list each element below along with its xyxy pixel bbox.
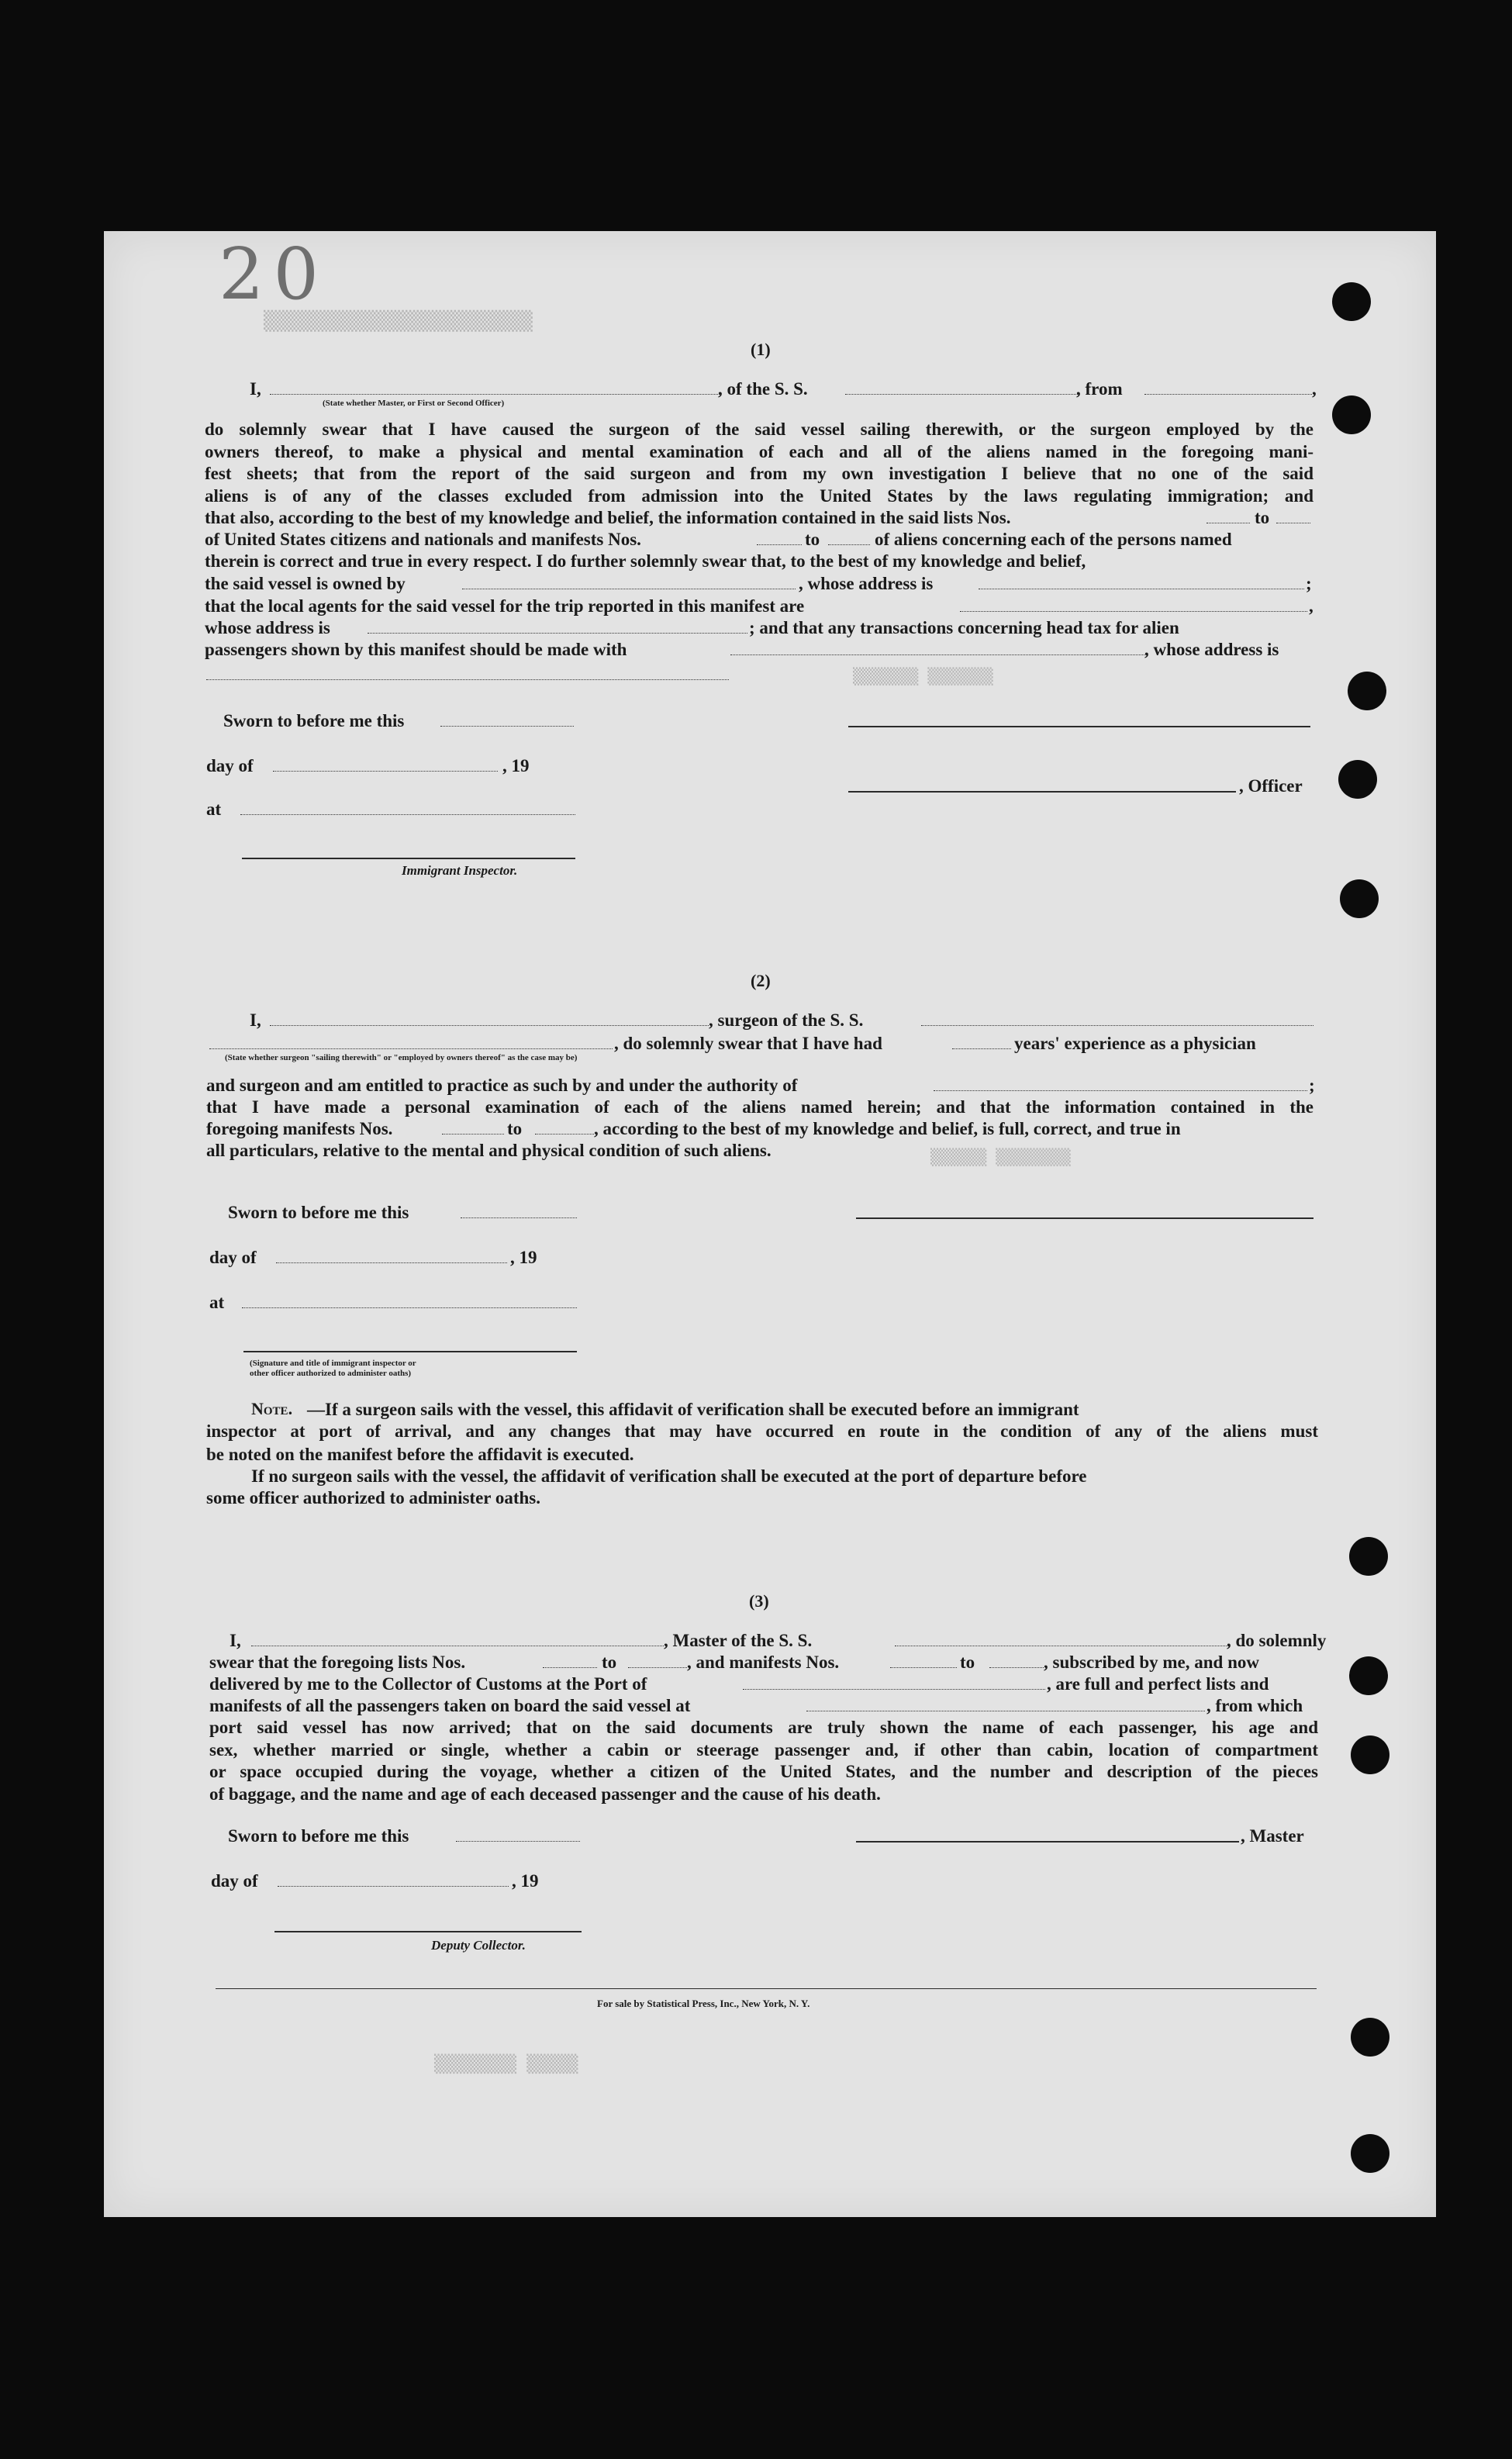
s3-l2b: to (602, 1653, 617, 1672)
s1-comma: , (1312, 379, 1317, 399)
s2-line4a: foregoing manifests Nos. (206, 1119, 393, 1138)
s1-body-line: owners thereof, to make a physical and mental examination of each and all of the aliens named in the foregoing mani- (205, 441, 1314, 461)
s1-name-blank (270, 394, 720, 395)
s2-name-blank (270, 1025, 709, 1026)
s3-body-line: sex, whether married or single, whether a cabin or steerage passenger and, if other than cabin, location of compartment (209, 1739, 1318, 1760)
s2-semicolon: ; (1309, 1076, 1315, 1095)
s3-lists-from-blank (543, 1667, 597, 1668)
s2-sworn: Sworn to before me this (228, 1203, 409, 1222)
s2-years: years' experience as a physician (1014, 1034, 1256, 1053)
s3-l2a: swear that the foregoing lists Nos. (209, 1653, 466, 1672)
punch-hole (1338, 760, 1377, 799)
s1-whose-address: , whose address is (799, 574, 934, 593)
s2-and-surgeon: and surgeon and am entitled to practice as such by and under the authority of (206, 1076, 798, 1095)
s1-body-line: fest sheets; that from the report of the said surgeon and from my own investigation I believe that no one of the said (205, 464, 1314, 484)
s2-vessel-blank (921, 1025, 1314, 1026)
s3-l2e: , subscribed by me, and now (1044, 1653, 1259, 1672)
s3-body-line: of baggage, and the name and age of each deceased passenger and the cause of his death. (209, 1784, 881, 1804)
s3-master-line (856, 1841, 1239, 1843)
s2-manifest-from-blank (442, 1134, 504, 1135)
bleed-through-text: ▒▒▒▒▒▒ ▒▒▒▒▒▒▒▒ (930, 1148, 1071, 1166)
s1-from-blank (1144, 394, 1312, 395)
s1-body-line: aliens is of any of the classes excluded from admission into the United States by the laws regulating immigration; and (205, 485, 1314, 506)
punch-hole (1349, 1537, 1388, 1576)
s3-port-blank (743, 1689, 1045, 1690)
s3-sworn-blank (456, 1841, 580, 1842)
s2-solemnly: , do solemnly swear that I have had (614, 1034, 882, 1053)
s3-l2c: , and manifests Nos. (687, 1653, 840, 1672)
handwritten-page-number: 20 (219, 233, 329, 316)
s2-day-blank (276, 1262, 507, 1263)
s1-sworn: Sworn to before me this (223, 711, 405, 730)
s2-authority-blank (934, 1090, 1307, 1091)
s2-signature-line (856, 1217, 1314, 1219)
s1-whose-address-end: , whose address is (1144, 640, 1279, 659)
s2-sworn-blank (461, 1217, 577, 1218)
s1-body-line-7: therein is correct and true in every respect. I do further solemnly swear that, to the best of my knowledge and belief, (205, 551, 1086, 571)
s1-comma2: , (1309, 596, 1314, 616)
punch-hole (1332, 282, 1371, 321)
s3-l3b: , are full and perfect lists and (1047, 1674, 1269, 1694)
s2-day-of: day of (209, 1248, 257, 1267)
s2-manifest-to-blank (535, 1134, 594, 1135)
s1-body-line: do solemnly swear that I have caused the surgeon of the said vessel sailing therewith, or the surgeon employed by the (205, 420, 1314, 439)
note-line-1: —If a surgeon sails with the vessel, this affidavit of verification shall be executed before an immigrant (307, 1400, 1079, 1419)
s3-master: , Master (1241, 1826, 1304, 1846)
s3-19: , 19 (512, 1871, 539, 1891)
punch-hole (1351, 2134, 1389, 2173)
note-label: Note. (251, 1399, 293, 1418)
s2-I: I, (250, 1010, 261, 1030)
s2-years-blank (952, 1048, 1011, 1049)
s2-surgeon-of-ss: , surgeon of the S. S. (709, 1010, 864, 1030)
s1-head-tax: ; and that any transactions concerning head tax for alien (749, 618, 1179, 637)
s3-body (209, 1717, 1318, 1805)
publisher-footer: For sale by Statistical Press, Inc., New York, N. Y. (597, 1998, 810, 2009)
note-line-5: some officer authorized to administer oaths. (206, 1488, 540, 1508)
s2-at: at (209, 1293, 225, 1312)
s1-at: at (206, 800, 222, 819)
s1-vessel-blank (845, 394, 1078, 395)
punch-hole (1351, 2018, 1389, 2057)
s1-I: I, (250, 379, 261, 399)
punch-hole (1340, 879, 1379, 918)
s3-day-of: day of (211, 1871, 258, 1891)
s1-body-line-11: passengers shown by this manifest should be made with (205, 640, 627, 659)
s1-transactions-blank (730, 654, 1146, 655)
s1-body-line-8: the said vessel is owned by (205, 574, 406, 593)
s2-caption: (State whether surgeon "sailing therewith" or "employed by owners thereof" as the case may be) (225, 1053, 578, 1062)
s1-of-ss: , of the S. S. (718, 379, 808, 399)
s1-signature-line (848, 726, 1310, 727)
s1-body-line-6: of United States citizens and nationals and manifests Nos. (205, 530, 641, 549)
punch-hole (1349, 1656, 1388, 1695)
note-line-2: inspector at port of arrival, and any changes that may have occurred en route in the condition of any of the aliens must (206, 1421, 1318, 1441)
s1-at-blank (240, 814, 575, 815)
s1-sworn-blank (440, 726, 574, 727)
s3-body-line: port said vessel has now arrived; that on the said documents are truly shown the name of each passenger, his age and (209, 1718, 1318, 1737)
bleed-through-text: ▒▒▒▒▒▒▒▒▒▒▒▒▒▒▒▒▒▒▒▒▒▒▒▒ (264, 310, 533, 332)
s3-manifests-from-blank (890, 1667, 957, 1668)
s2-line4b: to (507, 1119, 523, 1138)
s1-aliens-concerning: of aliens concerning each of the persons named (875, 530, 1232, 549)
punch-hole (1351, 1735, 1389, 1774)
s2-line3: that I have made a personal examination of each of the aliens named herein; and that the information contained in the (206, 1097, 1314, 1117)
s3-manifests-to-blank (989, 1667, 1044, 1668)
s2-line3-wrap (206, 1097, 1314, 1119)
note-line-2-wrap (206, 1421, 1318, 1443)
section-3-number: (3) (749, 1591, 769, 1611)
s1-body-line-9: that the local agents for the said vessel for the trip reported in this manifest are (205, 596, 805, 616)
s1-semicolon: ; (1306, 574, 1312, 593)
s1-to2: to (805, 530, 820, 549)
s1-from: , from (1076, 379, 1123, 399)
bleed-through-text: ▒▒▒▒▒▒▒ ▒▒▒▒▒▒▒ (853, 667, 993, 686)
bleed-through-text: ▒▒▒▒▒▒▒▒ ▒▒▒▒▒ (434, 2055, 578, 2074)
section-2-number: (2) (751, 971, 771, 990)
s3-l4a: manifests of all the passengers taken on board the said vessel at (209, 1696, 691, 1715)
note-line-3: be noted on the manifest before the affidavit is executed. (206, 1445, 634, 1464)
s1-day-of: day of (206, 756, 254, 775)
s1-inspector-line (242, 858, 575, 859)
s2-line4c: , according to the best of my knowledge and belief, is full, correct, and true in (594, 1119, 1181, 1138)
s1-19: , 19 (502, 756, 530, 775)
s2-sig-caption-1: (Signature and title of immigrant inspector or (250, 1359, 416, 1368)
s1-caption: (State whether Master, or First or Second Officer) (323, 399, 505, 408)
section-1-number: (1) (751, 340, 771, 359)
s1-agents-address-blank (368, 633, 747, 634)
s2-line5: all particulars, relative to the mental and physical condition of such aliens. (206, 1141, 772, 1160)
note-line-4: If no surgeon sails with the vessel, the affidavit of verification shall be executed at the port of departure before (251, 1466, 1087, 1486)
punch-hole (1348, 672, 1386, 710)
s3-collector-line (274, 1931, 582, 1932)
s3-lists-to-blank (628, 1667, 687, 1668)
s2-19: , 19 (510, 1248, 537, 1267)
punch-hole (1332, 395, 1371, 434)
s3-l3a: delivered by me to the Collector of Customs at the Port of (209, 1674, 647, 1694)
s3-l4b: , from which (1206, 1696, 1303, 1715)
s1-officer-line (848, 791, 1236, 793)
footer-rule (216, 1988, 1317, 1989)
s2-status-blank (209, 1048, 613, 1049)
s3-collector-caption: Deputy Collector. (431, 1938, 526, 1953)
s1-body (205, 419, 1314, 507)
s1-body-line-10: whose address is (205, 618, 330, 637)
s3-l2d: to (960, 1653, 975, 1672)
s3-day-blank (278, 1886, 509, 1887)
s3-I: I, (230, 1631, 241, 1650)
s3-sworn: Sworn to before me this (228, 1826, 409, 1846)
s1-day-blank (273, 771, 498, 772)
s3-master-of-ss: , Master of the S. S. (664, 1631, 813, 1650)
s1-to1: to (1255, 508, 1270, 527)
s2-inspector-line (243, 1351, 577, 1352)
s3-body-line: or space occupied during the voyage, whether a citizen of the United States, and the number and description of the pieces (209, 1762, 1318, 1782)
s1-transactions-address-blank (206, 679, 729, 680)
s1-body-line-5: that also, according to the best of my knowledge and belief, the information contained in the said lists Nos. (205, 508, 1011, 527)
s1-officer: , Officer (1239, 776, 1303, 796)
s3-do-solemnly: , do solemnly (1227, 1631, 1327, 1650)
s2-at-blank (242, 1307, 577, 1308)
s1-manifests-to-blank (828, 544, 870, 545)
s2-sig-caption-2: other officer authorized to administer oaths) (250, 1369, 412, 1378)
s1-manifests-from-blank (757, 544, 802, 545)
s1-agents-blank (960, 611, 1307, 612)
s1-inspector-caption: Immigrant Inspector. (402, 863, 518, 878)
